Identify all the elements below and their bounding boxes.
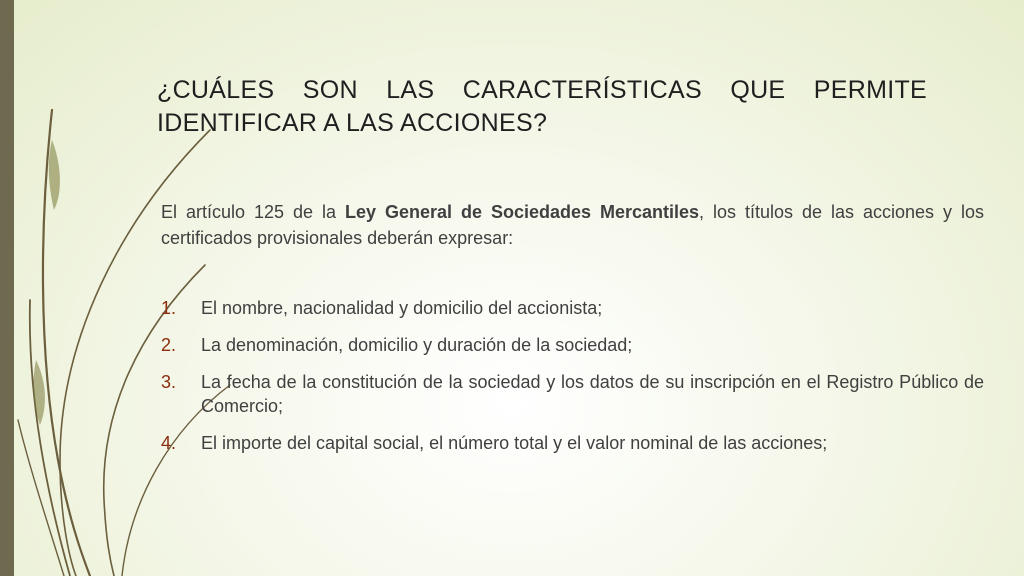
slide-title-line-1: ¿CUÁLES SON LAS CARACTERÍSTICAS QUE PERMITE bbox=[157, 76, 927, 104]
list-item-text: El importe del capital social, el número total y el valor nominal de las acciones; bbox=[201, 433, 828, 453]
law-name: Ley General de Sociedades Mercantiles bbox=[344, 202, 700, 222]
list-item-number: 2. bbox=[161, 335, 177, 355]
list-item-text: La denominación, domicilio y duración de la sociedad; bbox=[201, 335, 633, 355]
list-item-number: 3. bbox=[161, 372, 177, 392]
intro-paragraph bbox=[161, 199, 984, 251]
list-item-text: El nombre, nacionalidad y domicilio del accionista; bbox=[201, 298, 603, 318]
intro-text-start: El artículo 125 de la bbox=[161, 202, 345, 222]
list-item-text: La fecha de la constitución de la sociedad y los datos de su inscripción en el Registro Público de Comercio; bbox=[201, 372, 984, 416]
list-item bbox=[161, 431, 984, 455]
list-item bbox=[161, 333, 984, 357]
intro-text-end: , los títulos de las acciones y los certificados provisionales deberán expresar: bbox=[161, 202, 984, 248]
list-item bbox=[161, 370, 984, 418]
list-item-number: 4. bbox=[161, 433, 177, 453]
list-item bbox=[161, 296, 984, 320]
slide-title bbox=[157, 74, 927, 140]
requirements-list bbox=[161, 296, 984, 468]
list-item-number: 1. bbox=[161, 298, 177, 318]
slide-title-line-2: IDENTIFICAR A LAS ACCIONES? bbox=[157, 109, 548, 137]
